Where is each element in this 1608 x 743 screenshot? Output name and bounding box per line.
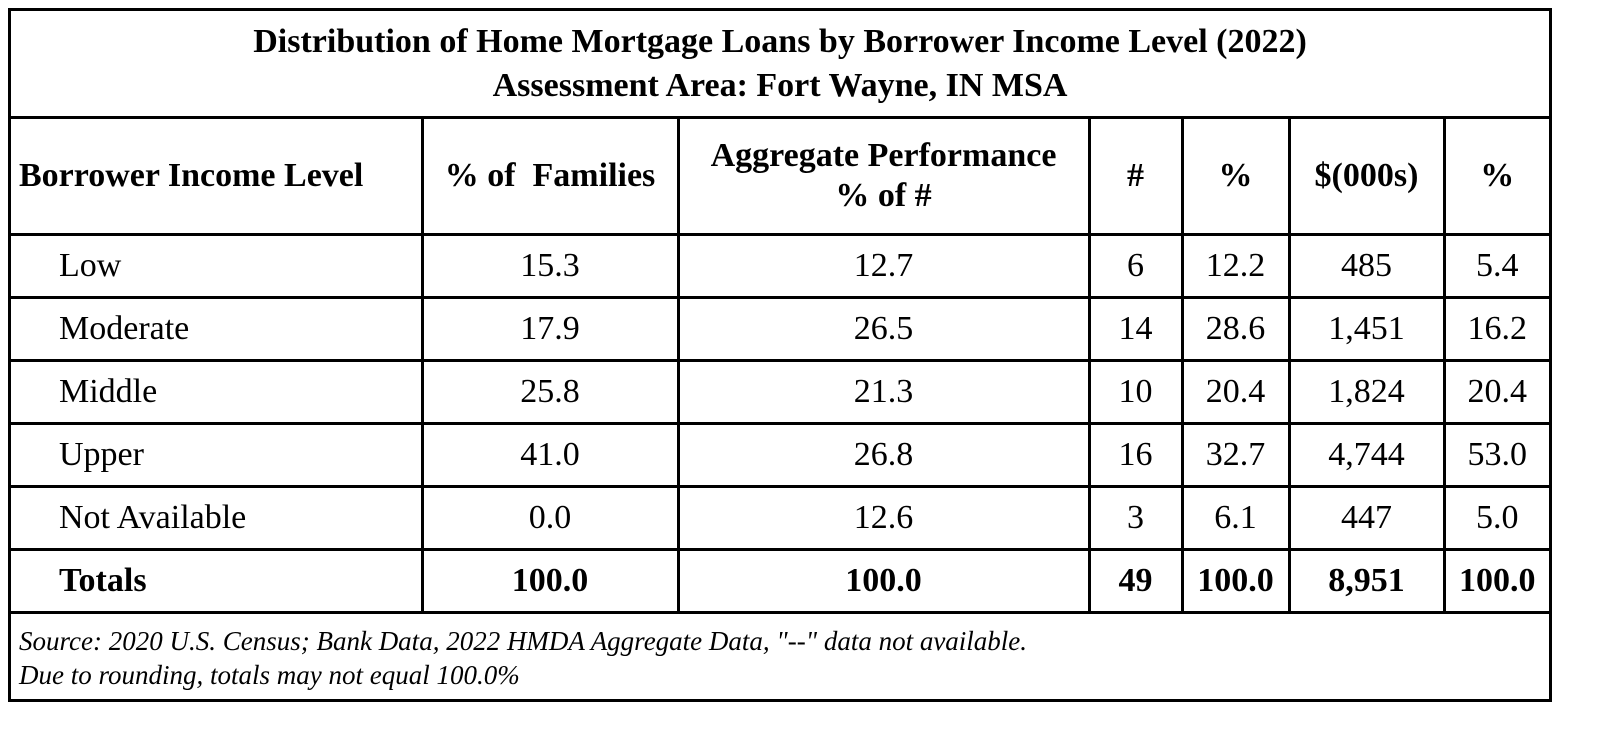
cell-dollars: 1,824 xyxy=(1289,361,1444,424)
cell-aggregate: 26.5 xyxy=(678,298,1089,361)
cell-families: 25.8 xyxy=(422,361,678,424)
header-pct-families: % of Families xyxy=(422,118,678,235)
cell-dollars-pct: 16.2 xyxy=(1444,298,1549,361)
cell-families: 17.9 xyxy=(422,298,678,361)
totals-count-pct: 100.0 xyxy=(1182,550,1289,613)
row-label: Moderate xyxy=(11,298,422,361)
cell-dollars: 4,744 xyxy=(1289,424,1444,487)
header-aggregate-line1: Aggregate Performance xyxy=(710,137,1057,174)
header-aggregate-line2: % of # xyxy=(835,177,932,214)
row-label: Not Available xyxy=(11,487,422,550)
totals-label: Totals xyxy=(11,550,422,613)
cell-aggregate: 21.3 xyxy=(678,361,1089,424)
cell-count-pct: 12.2 xyxy=(1182,235,1289,298)
header-dollars-pct: % xyxy=(1444,118,1549,235)
title-line-2: Assessment Area: Fort Wayne, IN MSA xyxy=(492,66,1068,104)
table-title xyxy=(11,11,1549,118)
cell-count: 16 xyxy=(1089,424,1182,487)
header-count-pct: % xyxy=(1182,118,1289,235)
table-row xyxy=(11,235,1549,298)
cell-count-pct: 32.7 xyxy=(1182,424,1289,487)
cell-families: 41.0 xyxy=(422,424,678,487)
cell-count: 3 xyxy=(1089,487,1182,550)
cell-count-pct: 6.1 xyxy=(1182,487,1289,550)
table-row xyxy=(11,361,1549,424)
table-row xyxy=(11,424,1549,487)
header-dollars: $(000s) xyxy=(1289,118,1444,235)
totals-count: 49 xyxy=(1089,550,1182,613)
cell-count-pct: 28.6 xyxy=(1182,298,1289,361)
header-count: # xyxy=(1089,118,1182,235)
row-label: Low xyxy=(11,235,422,298)
cell-aggregate: 12.6 xyxy=(678,487,1089,550)
totals-families: 100.0 xyxy=(422,550,678,613)
cell-dollars: 485 xyxy=(1289,235,1444,298)
cell-count: 10 xyxy=(1089,361,1182,424)
title-line-1: Distribution of Home Mortgage Loans by Borrower Income Level (2022) xyxy=(253,22,1307,60)
cell-count-pct: 20.4 xyxy=(1182,361,1289,424)
header-aggregate-performance xyxy=(678,118,1089,235)
cell-aggregate: 12.7 xyxy=(678,235,1089,298)
table-row xyxy=(11,487,1549,550)
cell-aggregate: 26.8 xyxy=(678,424,1089,487)
row-label: Upper xyxy=(11,424,422,487)
header-row xyxy=(11,118,1549,235)
totals-row xyxy=(11,550,1549,613)
header-income-level: Borrower Income Level xyxy=(11,118,422,235)
cell-dollars-pct: 5.4 xyxy=(1444,235,1549,298)
totals-dollars: 8,951 xyxy=(1289,550,1444,613)
report-table-frame xyxy=(8,8,1552,702)
cell-families: 0.0 xyxy=(422,487,678,550)
cell-dollars: 1,451 xyxy=(1289,298,1444,361)
cell-dollars-pct: 5.0 xyxy=(1444,487,1549,550)
table-footnote xyxy=(11,613,1549,703)
footnote-rounding: Due to rounding, totals may not equal 100.0% xyxy=(19,660,520,690)
table-row xyxy=(11,298,1549,361)
row-label: Middle xyxy=(11,361,422,424)
footnote-source: Source: 2020 U.S. Census; Bank Data, 2022 HMDA Aggregate Data, "--" data not available. xyxy=(19,626,1028,656)
cell-dollars: 447 xyxy=(1289,487,1444,550)
totals-dollars-pct: 100.0 xyxy=(1444,550,1549,613)
totals-aggregate: 100.0 xyxy=(678,550,1089,613)
cell-count: 14 xyxy=(1089,298,1182,361)
cell-count: 6 xyxy=(1089,235,1182,298)
cell-dollars-pct: 20.4 xyxy=(1444,361,1549,424)
cell-dollars-pct: 53.0 xyxy=(1444,424,1549,487)
mortgage-loans-table xyxy=(11,11,1549,702)
cell-families: 15.3 xyxy=(422,235,678,298)
